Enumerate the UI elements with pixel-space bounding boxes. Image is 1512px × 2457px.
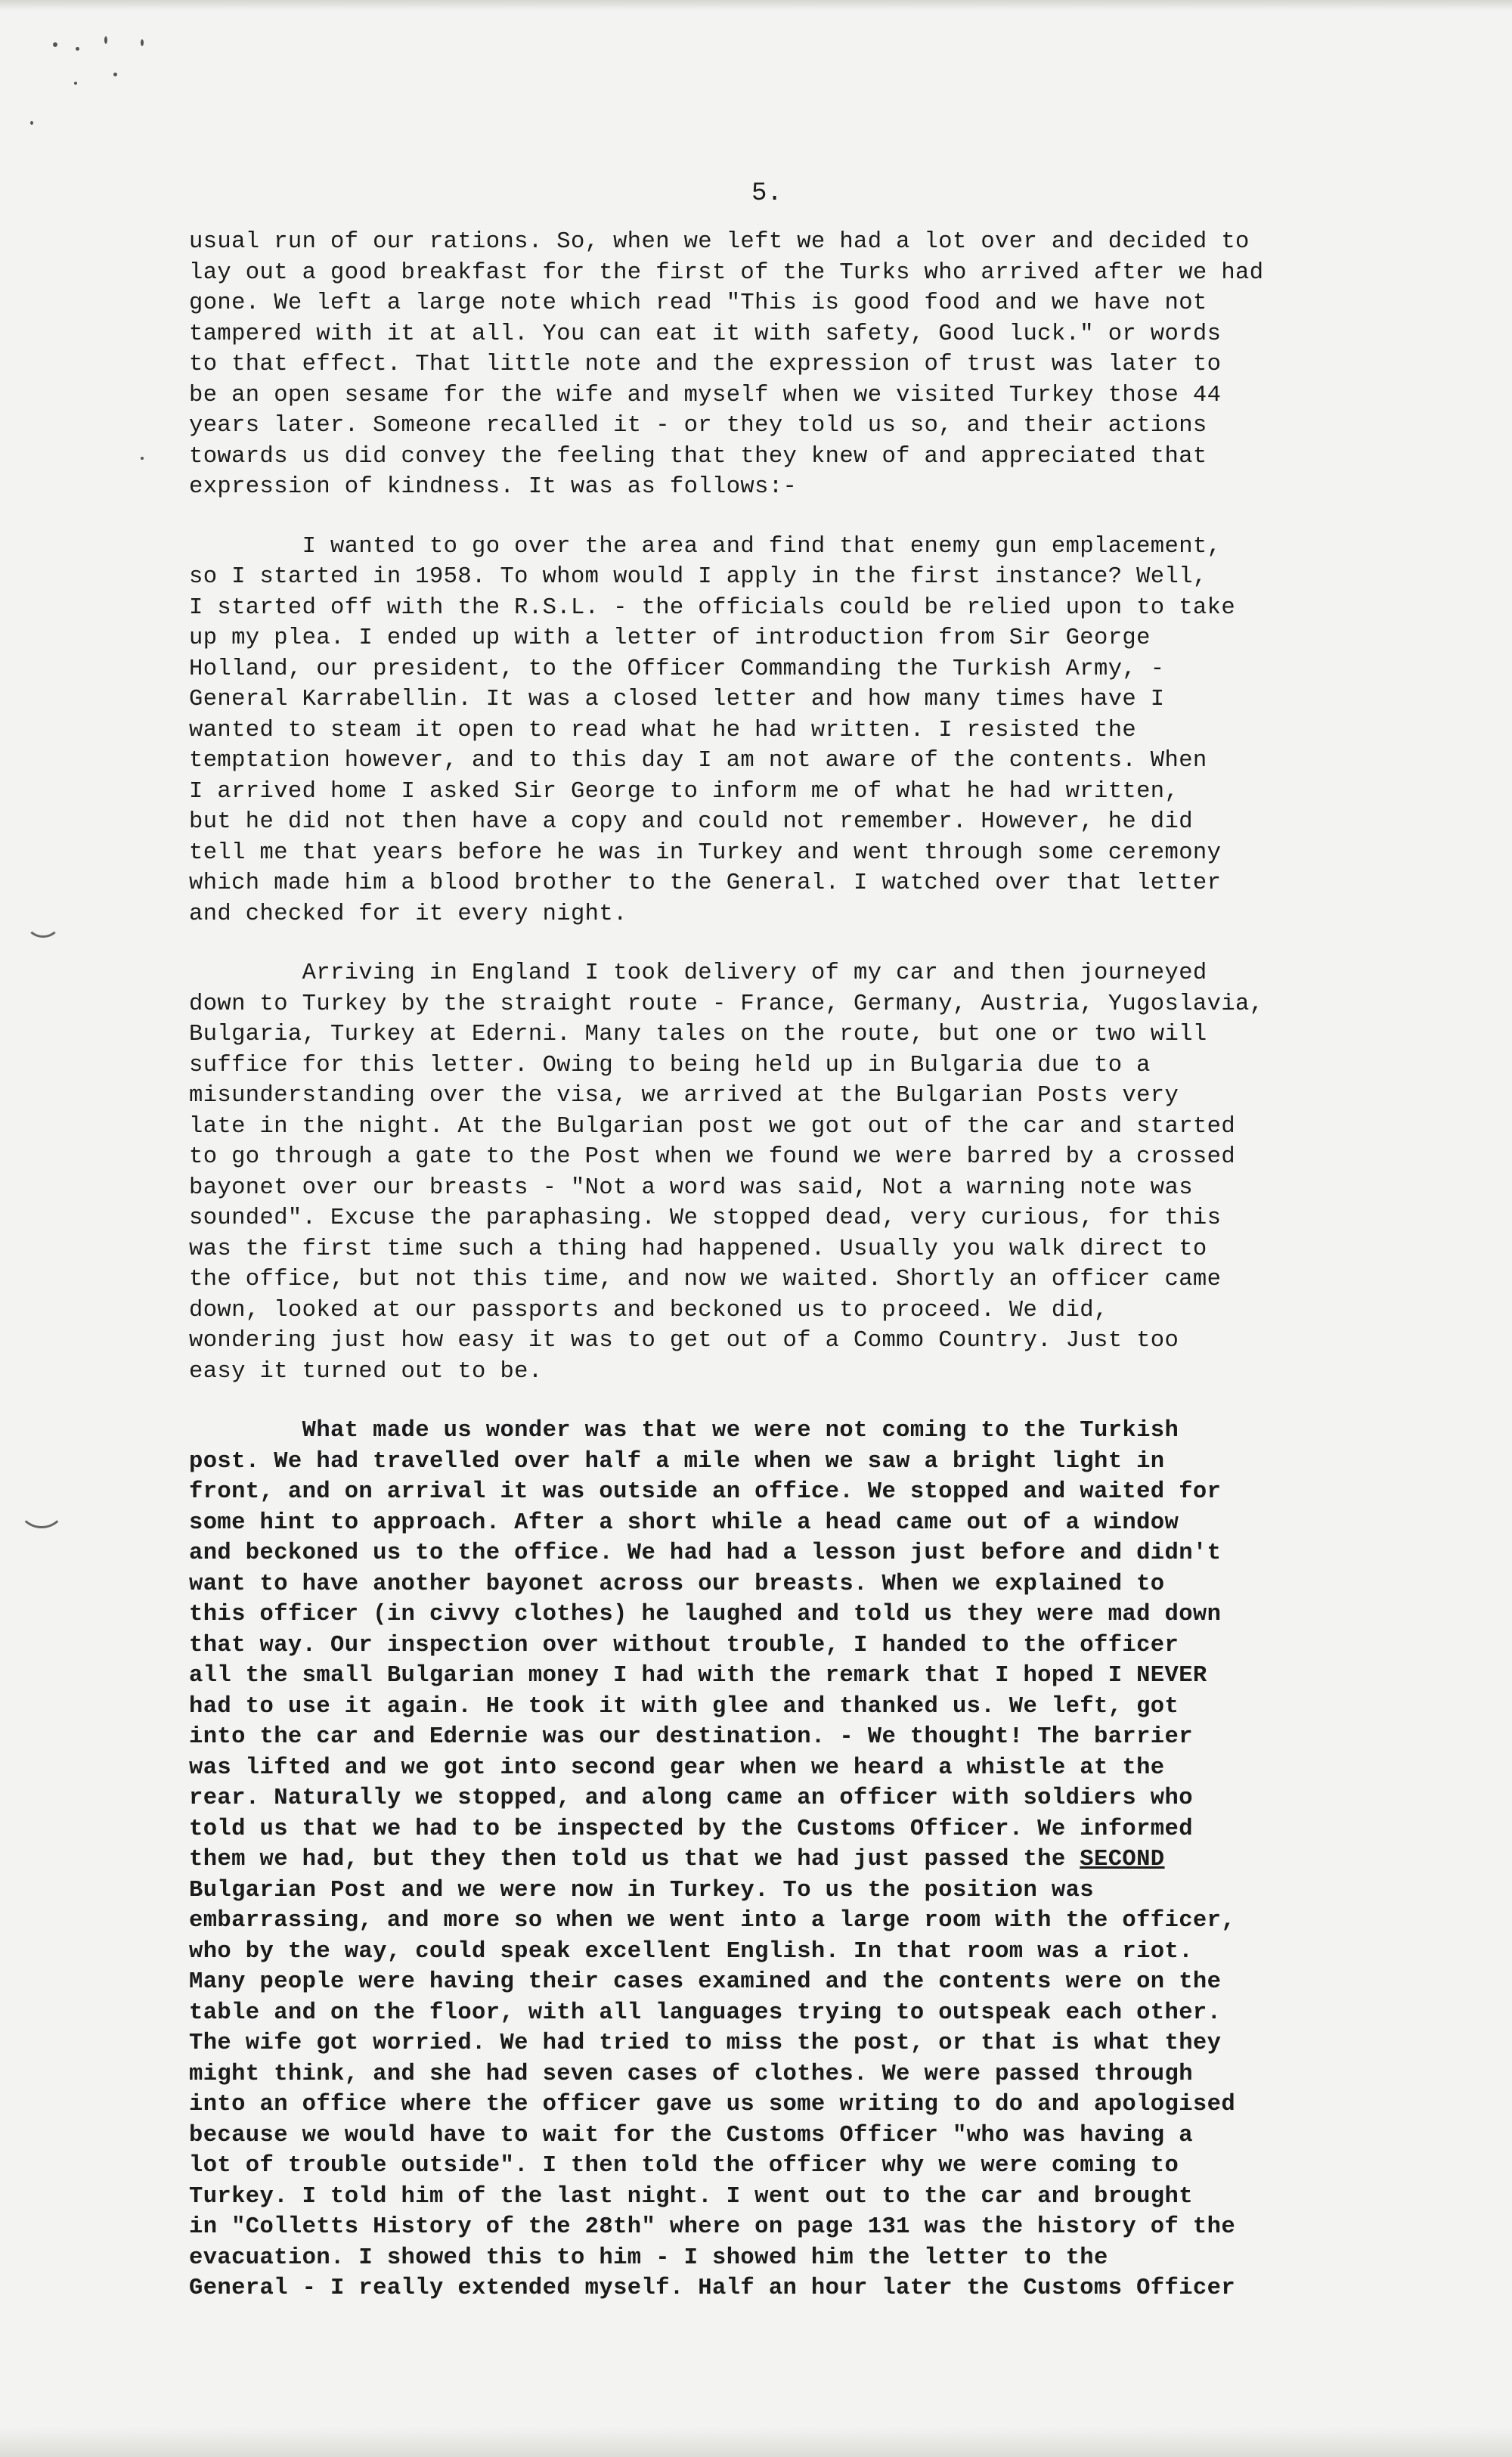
- scan-speck: [141, 39, 144, 46]
- text-line: usual run of our rations. So, when we left we had a lot over and decided to: [189, 229, 1250, 255]
- page-top-edge: [0, 0, 1512, 11]
- paragraph-3: [189, 958, 1368, 1387]
- text-line: in "Colletts History of the 28th" where on page 131 was the history of the: [189, 2214, 1236, 2240]
- text-line: sounded". Excuse the paraphasing. We stopped dead, very curious, for this: [189, 1205, 1222, 1231]
- text-line: towards us did convey the feeling that they knew of and appreciated that: [189, 443, 1207, 470]
- text-line: which made him a blood brother to the General. I watched over that letter: [189, 870, 1222, 896]
- text-line: General - I really extended myself. Half an hour later the Customs Officer: [189, 2276, 1236, 2301]
- text-line: The wife got worried. We had tried to miss the post, or that is what they: [189, 2030, 1222, 2056]
- text-line: Turkey. I told him of the last night. I went out to the car and brought: [189, 2183, 1193, 2210]
- text-line: was the first time such a thing had happened. Usually you walk direct to: [189, 1236, 1207, 1262]
- text-line: up my plea. I ended up with a letter of introduction from Sir George: [189, 625, 1151, 651]
- text-line: gone. We left a large note which read "This is good food and we have not: [189, 290, 1207, 316]
- text-line: had to use it again. He took it with glee and thanked us. We left, got: [189, 1693, 1179, 1720]
- paragraph-4: [189, 1416, 1368, 2304]
- margin-bracket-mark: [18, 1486, 65, 1528]
- paragraph-2: [189, 532, 1368, 930]
- text-line: all the small Bulgarian money I had with the remark that I hoped I NEVER: [189, 1663, 1207, 1689]
- text-line: temptation however, and to this day I am not aware of the contents. When: [189, 748, 1207, 774]
- text-line: post. We had travelled over half a mile when we saw a bright light in: [189, 1448, 1165, 1475]
- scan-speck: [76, 47, 79, 51]
- underlined-word: SECOND: [1080, 1847, 1165, 1872]
- text-line: suffice for this letter. Owing to being held up in Bulgaria due to a: [189, 1052, 1151, 1078]
- scan-speck: [141, 457, 144, 460]
- text-line: tell me that years before he was in Turkey and went through some ceremony: [189, 839, 1222, 866]
- text-line: I arrived home I asked Sir George to inform me of what he had written,: [189, 778, 1179, 805]
- text-line: and checked for it every night.: [189, 901, 627, 927]
- text-line: years later. Someone recalled it - or they told us so, and their actions: [189, 413, 1207, 439]
- text-line: evacuation. I showed this to him - I showed him the letter to the: [189, 2244, 1108, 2271]
- text-line: General Karrabellin. It was a closed letter and how many times have I: [189, 687, 1165, 712]
- text-line: embarrassing, and more so when we went into a large room with the officer,: [189, 1908, 1236, 1934]
- text-line: and beckoned us to the office. We had had a lesson just before and didn't: [189, 1540, 1222, 1566]
- text-line: rear. Naturally we stopped, and along came an officer with soldiers who: [189, 1785, 1193, 1811]
- text-line: into the car and Edernie was our destination. - We thought! The barrier: [189, 1724, 1193, 1750]
- text-line: that way. Our inspection over without trouble, I handed to the officer: [189, 1632, 1179, 1658]
- text-line: who by the way, could speak excellent English. In that room was a riot.: [189, 1938, 1193, 1965]
- text-line: but he did not then have a copy and could not remember. However, he did: [189, 809, 1193, 835]
- text-line: bayonet over our breasts - "Not a word was said, Not a warning note was: [189, 1174, 1193, 1201]
- text-line: down to Turkey by the straight route - France, Germany, Austria, Yugoslavia,: [189, 991, 1264, 1017]
- page-bottom-edge: [0, 2427, 1512, 2457]
- paragraph-gap: [189, 929, 1368, 958]
- paragraph-gap: [189, 503, 1368, 532]
- text-line: wondering just how easy it was to get out of a Commo Country. Just too: [189, 1328, 1179, 1354]
- scan-speck: [113, 73, 117, 76]
- margin-bracket-mark: [26, 907, 60, 938]
- document-body: [189, 227, 1368, 2304]
- paragraph-1: [189, 227, 1368, 503]
- text-line: down, looked at our passports and beckoned us to proceed. We did,: [189, 1297, 1108, 1323]
- text-line: Holland, our president, to the Officer Commanding the Turkish Army, -: [189, 656, 1165, 682]
- text-line: because we would have to wait for the Customs Officer "who was having a: [189, 2122, 1193, 2148]
- text-line: wanted to steam it open to read what he had written. I resisted the: [189, 717, 1137, 743]
- text-line: easy it turned out to be.: [189, 1358, 543, 1385]
- text-line: front, and on arrival it was outside an office. We stopped and waited for: [189, 1479, 1222, 1505]
- text-line: I wanted to go over the area and find that enemy gun emplacement,: [189, 533, 1222, 560]
- text-line: be an open sesame for the wife and myself when we visited Turkey those 44: [189, 382, 1222, 408]
- text-line: table and on the floor, with all languages trying to outspeak each other.: [189, 1999, 1222, 2026]
- text-line: some hint to approach. After a short while a head came out of a window: [189, 1509, 1179, 1536]
- page-number: 5.: [751, 179, 782, 208]
- text-line: What made us wonder was that we were not coming to the Turkish: [189, 1418, 1179, 1444]
- text-line: tampered with it at all. You can eat it with safety, Good luck." or words: [189, 321, 1222, 347]
- text-line: might think, and she had seven cases of clothes. We were passed through: [189, 2061, 1193, 2087]
- text-line: misunderstanding over the visa, we arrived at the Bulgarian Posts very: [189, 1083, 1179, 1109]
- text-line: expression of kindness. It was as follows:-: [189, 474, 798, 500]
- text-line: the office, but not this time, and now we waited. Shortly an officer came: [189, 1267, 1222, 1292]
- text-line: Arriving in England I took delivery of my car and then journeyed: [189, 960, 1207, 986]
- text-line: to go through a gate to the Post when we found we were barred by a crossed: [189, 1144, 1236, 1170]
- text-line: into an office where the officer gave us some writing to do and apologised: [189, 2092, 1236, 2117]
- text-line: lay out a good breakfast for the first of the Turks who arrived after we had: [189, 259, 1264, 286]
- text-line: Many people were having their cases examined and the contents were on the: [189, 1969, 1222, 1995]
- text-line: so I started in 1958. To whom would I apply in the first instance? Well,: [189, 564, 1207, 590]
- text-line: want to have another bayonet across our breasts. When we explained to: [189, 1571, 1165, 1597]
- scan-speck: [30, 121, 33, 125]
- text-line: I started off with the R.S.L. - the officials could be relied upon to take: [189, 594, 1236, 621]
- text-line: to that effect. That little note and the expression of trust was later to: [189, 352, 1222, 377]
- scan-speck: [74, 82, 77, 85]
- text-line: lot of trouble outside". I then told the officer why we were coming to: [189, 2153, 1179, 2179]
- text-line: this officer (in civvy clothes) he laughed and told us they were mad down: [189, 1602, 1222, 1627]
- text-line: Bulgarian Post and we were now in Turkey. To us the position was: [189, 1877, 1094, 1903]
- text-line: told us that we had to be inspected by the Customs Officer. We informed: [189, 1816, 1193, 1842]
- text-line: them we had, but they then told us that we had just passed the SECOND: [189, 1847, 1165, 1872]
- text-line: was lifted and we got into second gear when we heard a whistle at the: [189, 1754, 1165, 1781]
- text-line: Bulgaria, Turkey at Ederni. Many tales on the route, but one or two will: [189, 1022, 1207, 1047]
- text-line: late in the night. At the Bulgarian post we got out of the car and started: [189, 1113, 1236, 1140]
- scan-speck: [104, 36, 107, 44]
- paragraph-gap: [189, 1387, 1368, 1416]
- scan-speck: [53, 42, 57, 47]
